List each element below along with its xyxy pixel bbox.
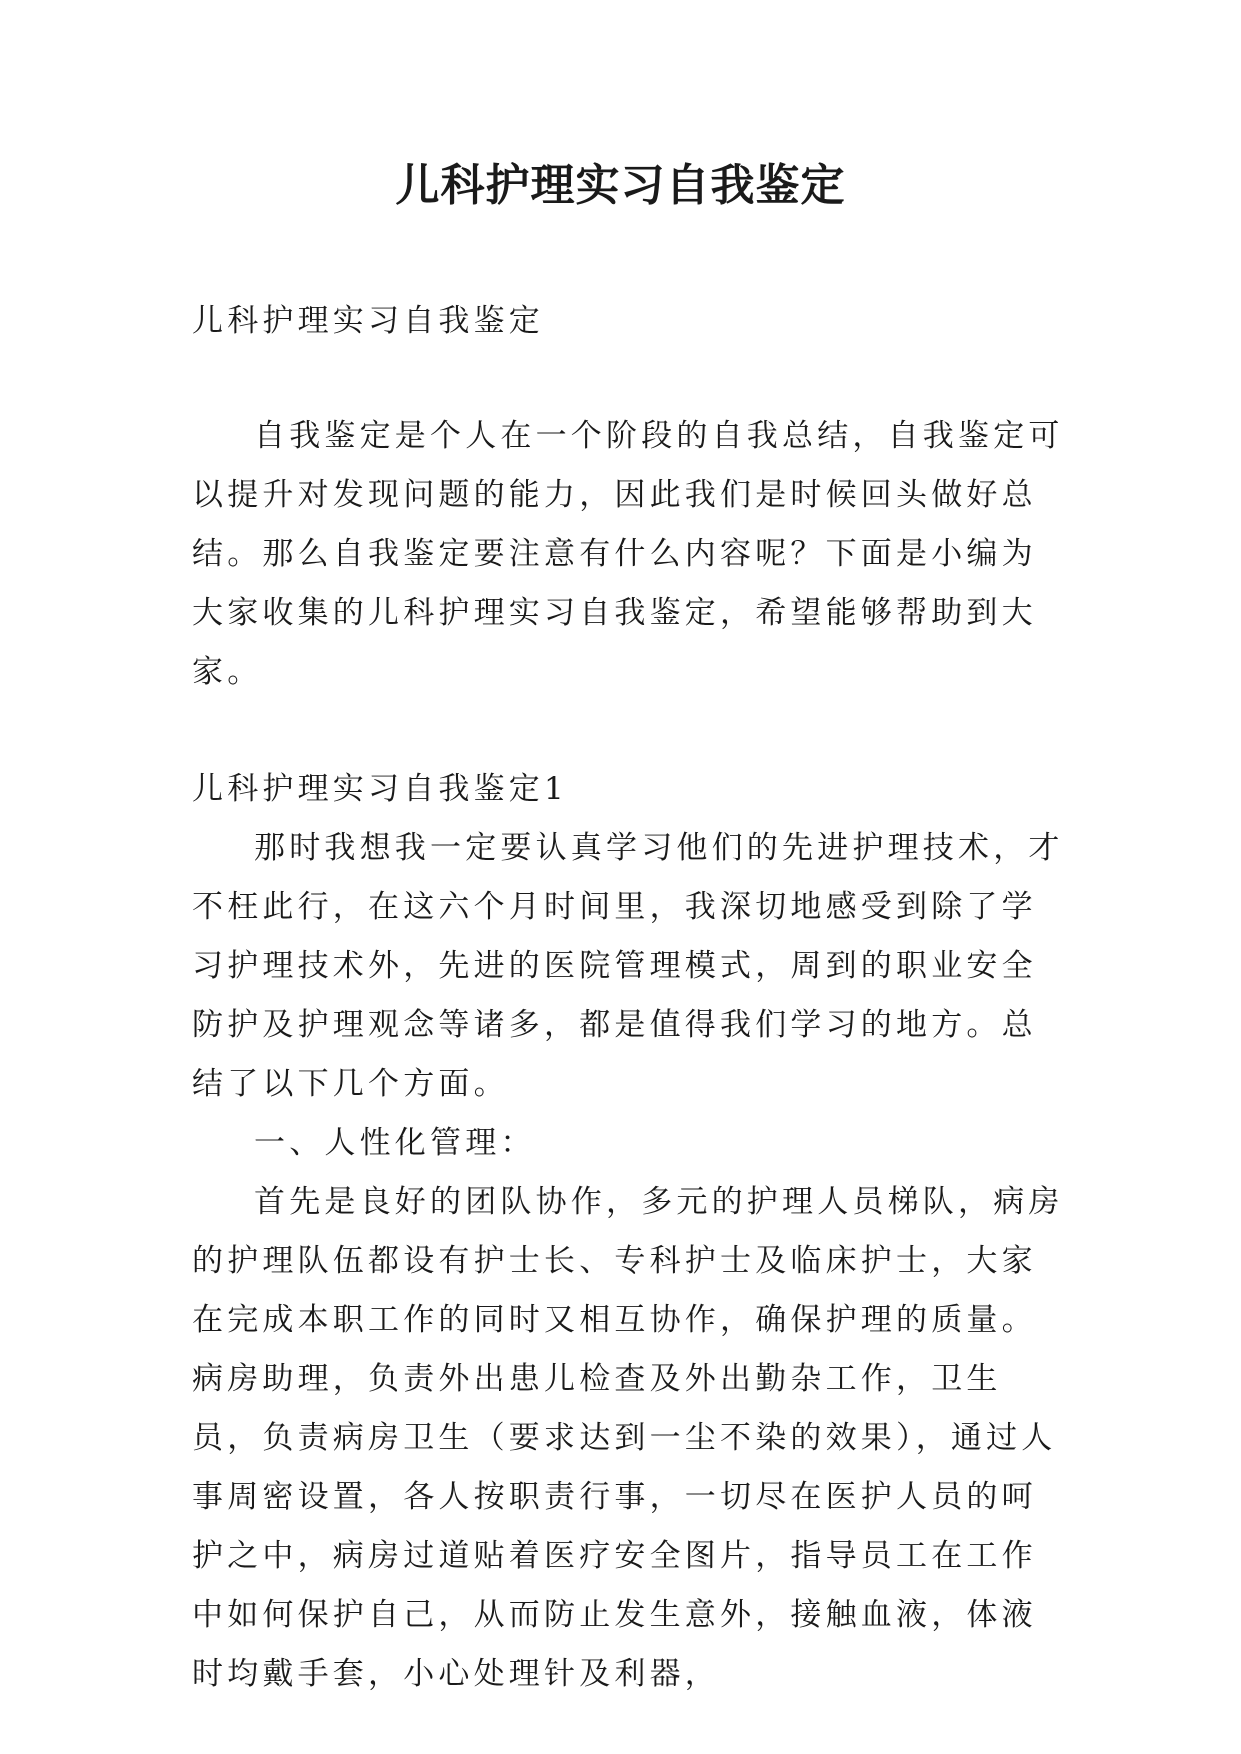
body-paragraph-2: 首先是良好的团队协作，多元的护理人员梯队，病房的护理队伍都设有护士长、专科护士及临床护士，大家在完成本职工作的同时又相互协作，确保护理的质量。病房助理，负责外出患儿检查及外出勤杂工作，卫生员，负责病房卫生（要求达到一尘不染的效果），通过人事周密设置，各人按职责行事，一切尽在医护人员的呵护之中，病房过道贴着医疗安全图片，指导员工在工作中如何保护自己，从而防止发生意外，接触血液，体液时均戴手套，小心处理针及利器， <box>192 1184 1064 1692</box>
document-body <box>192 292 1064 1704</box>
document-title: 儿科护理实习自我鉴定 <box>395 160 846 211</box>
subheading-humanized-management: 一、人性化管理： <box>254 1125 536 1161</box>
document-subtitle: 儿科护理实习自我鉴定 <box>192 303 544 339</box>
body-paragraph-1: 那时我想我一定要认真学习他们的先进护理技术，才不枉此行，在这六个月时间里，我深切地感受到除了学习护理技术外，先进的医院管理模式，周到的职业安全防护及护理观念等诸多，都是值得我们学习的地方。总结了以下几个方面。 <box>192 830 1064 1102</box>
intro-paragraph: 自我鉴定是个人在一个阶段的自我总结，自我鉴定可以提升对发现问题的能力，因此我们是时候回头做好总结。那么自我鉴定要注意有什么内容呢？下面是小编为大家收集的儿科护理实习自我鉴定，希望能够帮助到大家。 <box>192 418 1064 690</box>
section-heading: 儿科护理实习自我鉴定1 <box>192 771 568 807</box>
